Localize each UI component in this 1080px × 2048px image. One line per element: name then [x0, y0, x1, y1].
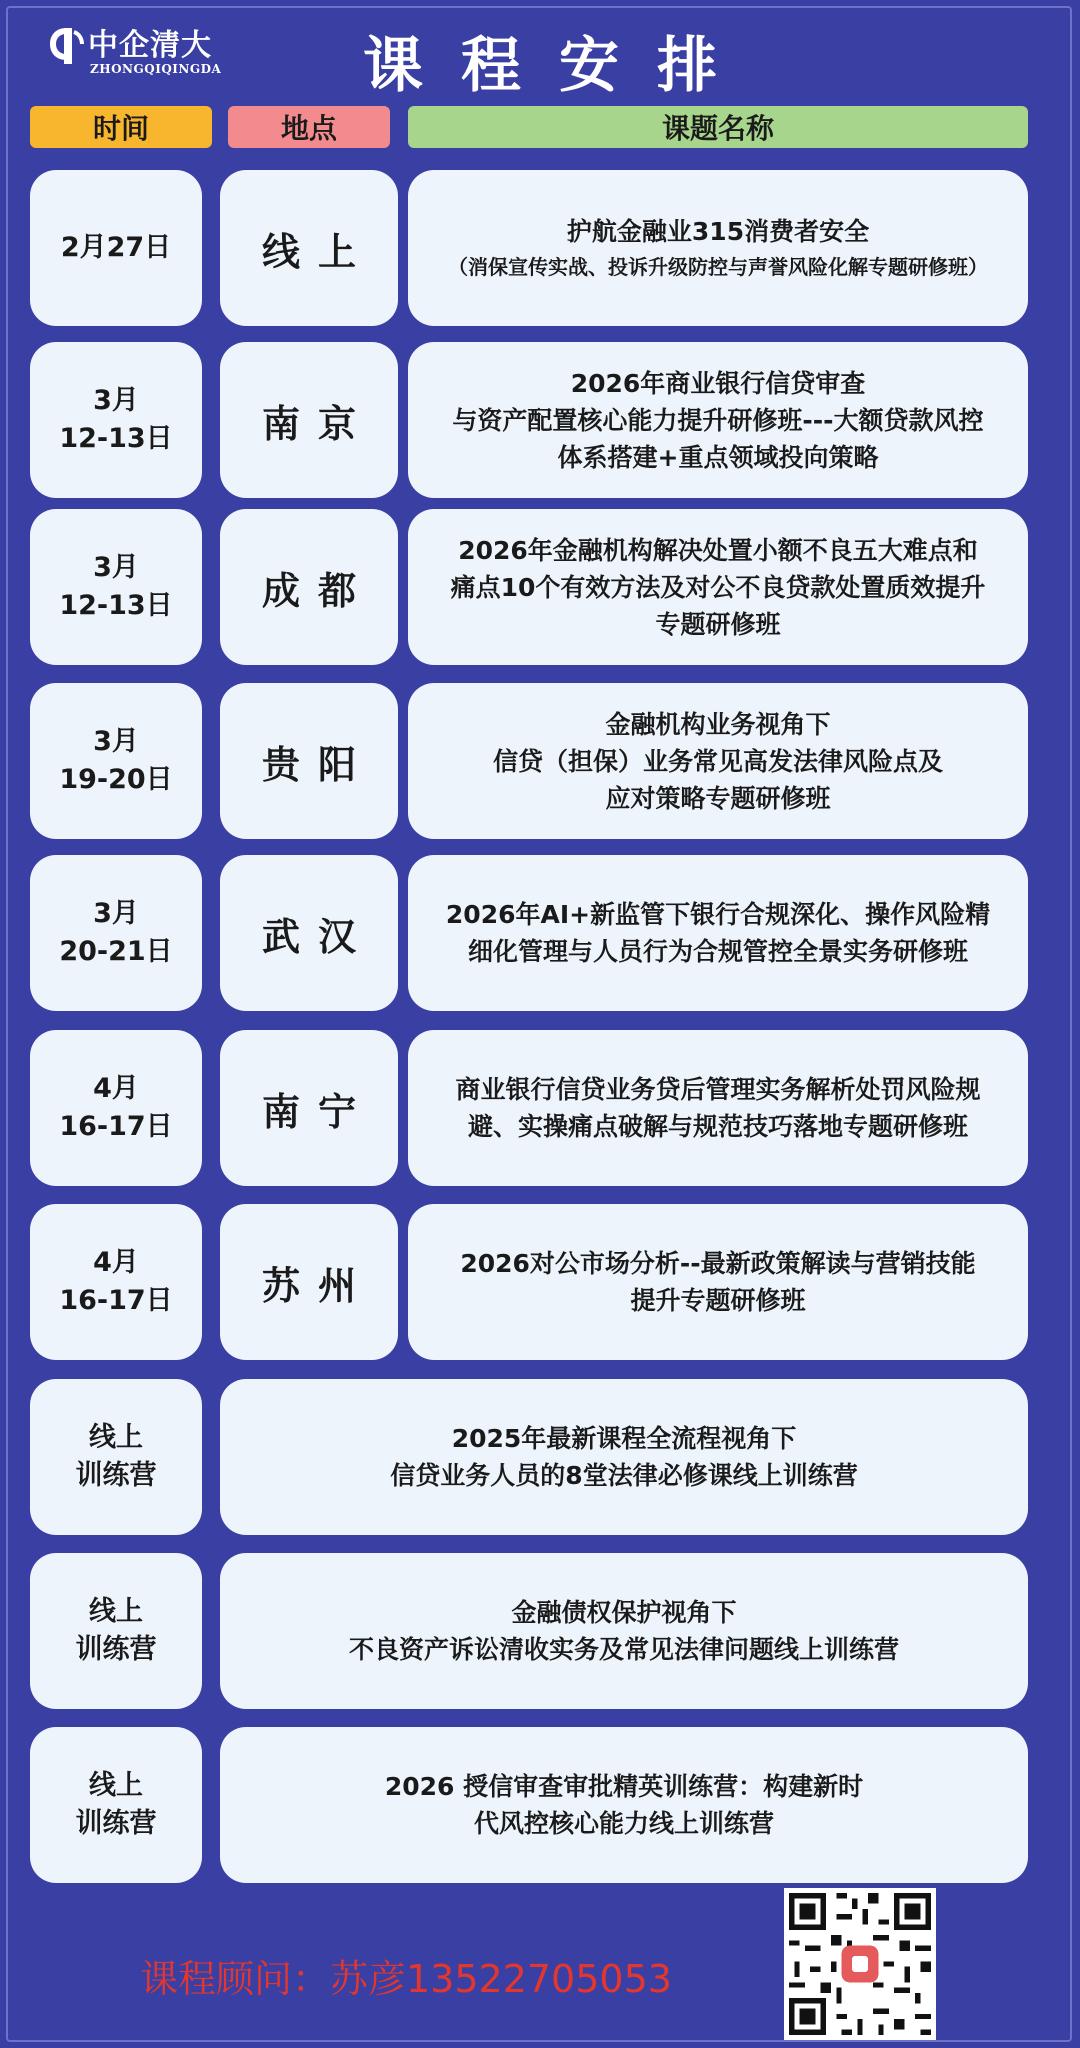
table-row [0, 683, 1080, 839]
logo-chinese-text: 中企清大 [88, 28, 212, 63]
time-line: 20-21日 [59, 936, 173, 967]
topic-line: 应对策略专题研修班 [605, 783, 831, 813]
topic-line: 不良资产诉讼清收实务及常见法律问题线上训练营 [348, 1635, 899, 1664]
time-cell [30, 1727, 202, 1883]
table-row [0, 1727, 1080, 1883]
topic-cell [408, 342, 1028, 498]
topic-line: 细化管理与人员行为合规管控全景实务研修班 [467, 937, 968, 966]
topic-line: 2026年AI+新监管下银行合规深化、操作风险精 [445, 900, 991, 929]
place-cell: 南京 [220, 342, 398, 498]
topic-cell [220, 1379, 1028, 1535]
page-title: 课程安排 [363, 31, 755, 101]
topic-cell [408, 509, 1028, 665]
table-row [0, 509, 1080, 665]
table-row [0, 855, 1080, 1011]
place-cell: 线上 [220, 170, 398, 326]
place-cell: 成都 [220, 509, 398, 665]
topic-line: 2025年最新课程全流程视角下 [451, 1424, 797, 1453]
topic-line: 专题研修班 [655, 609, 781, 639]
time-line: 训练营 [75, 1634, 157, 1665]
time-line: 16-17日 [59, 1285, 173, 1316]
place-cell: 苏州 [220, 1204, 398, 1360]
column-header-time: 时间 [30, 106, 212, 148]
topic-line: 体系搭建+重点领域投向策略 [557, 442, 879, 472]
time-line: 12-13日 [59, 590, 173, 621]
time-cell [30, 855, 202, 1011]
topic-line: 2026年金融机构解决处置小额不良五大难点和 [458, 535, 978, 565]
topic-line: 护航金融业315消费者安全 [566, 216, 870, 246]
topic-line: 信贷（担保）业务常见高发法律风险点及 [492, 746, 943, 776]
time-cell [30, 1553, 202, 1709]
topic-line: 2026 授信审查审批精英训练营：构建新时 [384, 1772, 864, 1801]
table-row [0, 170, 1080, 326]
topic-cell [408, 683, 1028, 839]
time-line: 19-20日 [59, 764, 173, 795]
time-line: 4月 [93, 1247, 139, 1278]
table-row [0, 342, 1080, 498]
topic-subtitle: （消保宣传实战、投诉升级防控与声誉风险化解专题研修班） [448, 254, 988, 279]
time-cell [30, 170, 202, 326]
time-cell [30, 342, 202, 498]
topic-cell [220, 1553, 1028, 1709]
time-line: 3月 [93, 385, 139, 416]
topic-cell [408, 855, 1028, 1011]
place-cell: 贵阳 [220, 683, 398, 839]
topic-line: 商业银行信贷业务贷后管理实务解析处罚风险规 [455, 1075, 981, 1104]
column-header-place: 地点 [228, 106, 390, 148]
topic-line: 2026对公市场分析--最新政策解读与营销技能 [460, 1249, 976, 1278]
time-line: 线上 [89, 1596, 143, 1627]
topic-line: 代风控核心能力线上训练营 [473, 1809, 774, 1838]
topic-cell [408, 170, 1028, 326]
topic-cell [408, 1030, 1028, 1186]
topic-cell [408, 1204, 1028, 1360]
place-cell: 南宁 [220, 1030, 398, 1186]
time-line: 16-17日 [59, 1111, 173, 1142]
place-cell: 武汉 [220, 855, 398, 1011]
time-cell [30, 1379, 202, 1535]
time-cell [30, 683, 202, 839]
time-line: 线上 [89, 1770, 143, 1801]
table-row [0, 1204, 1080, 1360]
topic-line: 提升专题研修班 [630, 1286, 806, 1315]
time-cell [30, 1204, 202, 1360]
column-header-topic: 课题名称 [408, 106, 1028, 148]
time-line: 2月27日 [60, 232, 172, 263]
contact-text: 课程顾问：苏彦13522705053 [140, 1957, 672, 2001]
time-line: 12-13日 [59, 423, 173, 454]
topic-line: 与资产配置核心能力提升研修班---大额贷款风控 [452, 405, 984, 435]
time-cell [30, 1030, 202, 1186]
table-row [0, 1379, 1080, 1535]
time-line: 线上 [89, 1422, 143, 1453]
time-line: 3月 [93, 898, 139, 929]
qr-code-icon [784, 1888, 936, 2040]
time-line: 训练营 [75, 1460, 157, 1491]
time-line: 3月 [93, 552, 139, 583]
time-line: 4月 [93, 1073, 139, 1104]
topic-line: 痛点10个有效方法及对公不良贷款处置质效提升 [450, 572, 986, 602]
topic-line: 避、实操痛点破解与规范技巧落地专题研修班 [467, 1112, 968, 1141]
table-row [0, 1030, 1080, 1186]
logo-english-text: ZHONGQIQINGDA [90, 62, 222, 76]
topic-cell [220, 1727, 1028, 1883]
topic-line: 金融机构业务视角下 [605, 709, 831, 739]
time-line: 训练营 [75, 1808, 157, 1839]
time-line: 3月 [93, 726, 139, 757]
topic-line: 信贷业务人员的8堂法律必修课线上训练营 [390, 1461, 858, 1490]
topic-line: 金融债权保护视角下 [511, 1598, 737, 1627]
topic-line: 2026年商业银行信贷审查 [570, 368, 866, 398]
table-row [0, 1553, 1080, 1709]
time-cell [30, 509, 202, 665]
